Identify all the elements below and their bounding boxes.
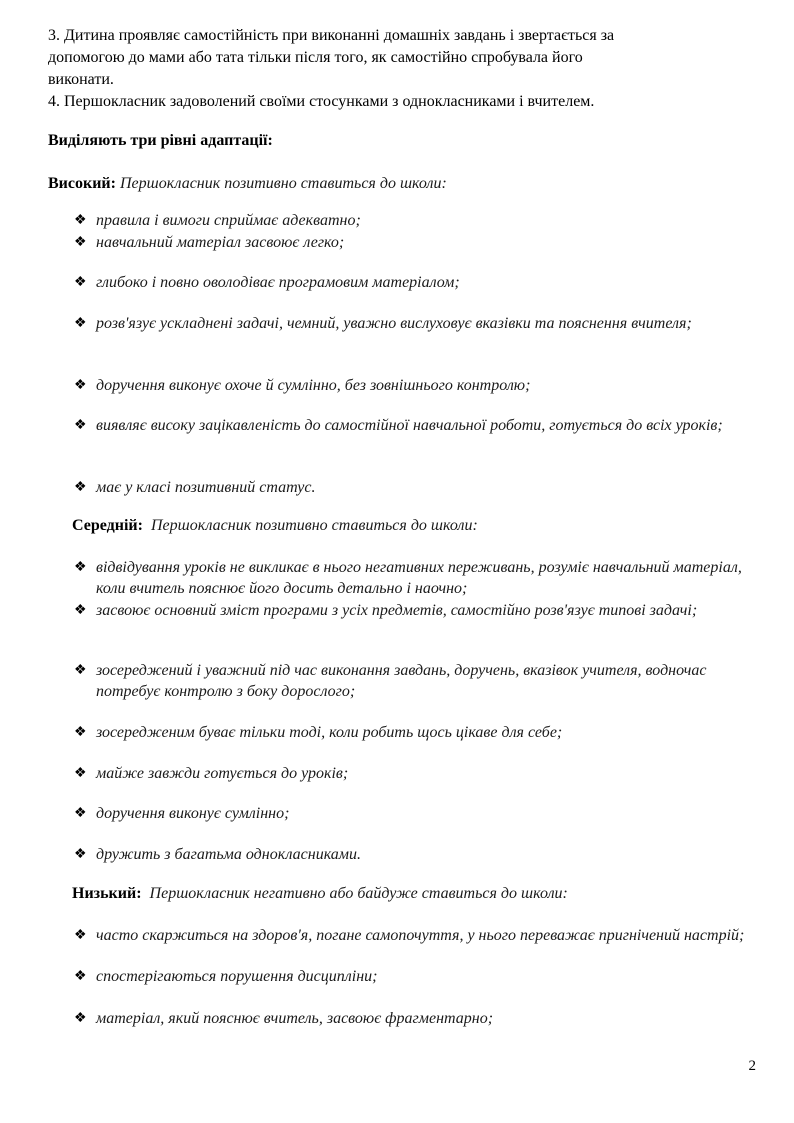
bullet-icon: ❖: [74, 418, 87, 433]
level-medium-label: Середній:: [72, 517, 143, 534]
list-item: ❖ відвідування уроків не викликає в нього негативних переживань, розуміє навчальний матеріал, коли вчитель пояснює його досить детально і наочно;: [74, 559, 742, 597]
bullet-icon: ❖: [74, 969, 87, 984]
level-high-label: Високий:: [48, 175, 116, 192]
list-item: ❖ має у класі позитивний статус.: [74, 479, 316, 496]
list-item: ❖ майже завжди готується до уроків;: [74, 765, 349, 782]
bullet-icon: ❖: [74, 806, 87, 821]
bullet-icon: ❖: [74, 316, 87, 331]
intro-paragraph-4: 4. Першокласник задоволений своїми стосунками з однокласниками і вчителем.: [48, 93, 595, 110]
level-low-header: [72, 884, 568, 904]
bullet-icon: ❖: [74, 275, 87, 290]
list-item: ❖ виявляє високу зацікавленість до самостійної навчальної роботи, готується до всіх уроків;: [74, 417, 723, 434]
bullet-icon: ❖: [74, 213, 87, 228]
list-item: ❖ доручення виконує сумлінно;: [74, 805, 290, 822]
bullet-icon: ❖: [74, 235, 87, 250]
list-item: ❖ часто скаржиться на здоров'я, погане самопочуття, у нього переважає пригнічений настрій;: [74, 927, 745, 944]
level-high-header: [48, 174, 447, 194]
bullet-icon: ❖: [74, 603, 87, 618]
list-item: ❖ правила і вимоги сприймає адекватно;: [74, 212, 361, 229]
list-item: ❖ доручення виконує охоче й сумлінно, без зовнішнього контролю;: [74, 377, 531, 394]
level-high-description: Першокласник позитивно ставиться до школи:: [119, 175, 447, 192]
level-low-description: Першокласник негативно або байдуже ставиться до школи:: [149, 885, 568, 902]
bullet-icon: ❖: [74, 928, 87, 943]
section-heading: Виділяють три рівні адаптації:: [48, 132, 273, 149]
intro-paragraph-3-line-3: виконати.: [48, 71, 114, 88]
list-item: ❖ дружить з багатьма однокласниками.: [74, 846, 362, 863]
list-item: ❖ спостерігаються порушення дисципліни;: [74, 968, 378, 985]
level-low-label: Низький:: [72, 885, 142, 902]
bullet-icon: ❖: [74, 560, 87, 575]
bullet-icon: ❖: [74, 1011, 87, 1026]
list-item: ❖ навчальний матеріал засвоює легко;: [74, 234, 345, 251]
level-medium-header: [72, 516, 478, 536]
bullet-icon: ❖: [74, 663, 87, 678]
bullet-icon: ❖: [74, 378, 87, 393]
level-medium-description: Першокласник позитивно ставиться до школи:: [150, 517, 478, 534]
list-item: ❖ зосереджений і уважний під час виконання завдань, доручень, вказівок учителя, водночас потребує контролю з боку дорослого;: [74, 662, 707, 700]
intro-paragraph-3-line-1: 3. Дитина проявляє самостійність при виконанні домашніх завдань і звертається за: [48, 27, 615, 44]
list-item: ❖ засвоює основний зміст програми з усіх предметів, самостійно розв'язує типові задачі;: [74, 602, 698, 619]
bullet-icon: ❖: [74, 847, 87, 862]
list-item: ❖ матеріал, який пояснює вчитель, засвоює фрагментарно;: [74, 1010, 494, 1027]
bullet-icon: ❖: [74, 725, 87, 740]
list-item: ❖ розв'язує ускладнені задачі, чемний, уважно вислуховує вказівки та пояснення вчителя;: [74, 315, 692, 332]
page-number: 2: [748, 1058, 756, 1074]
bullet-icon: ❖: [74, 480, 87, 495]
list-item: ❖ глибоко і повно оволодіває програмовим матеріалом;: [74, 274, 460, 291]
intro-paragraph-3-line-2: допомогою до мами або тата тільки після того, як самостійно спробувала його: [48, 49, 583, 66]
list-item: ❖ зосередженим буває тільки тоді, коли робить щось цікаве для себе;: [74, 724, 563, 741]
bullet-icon: ❖: [74, 766, 87, 781]
